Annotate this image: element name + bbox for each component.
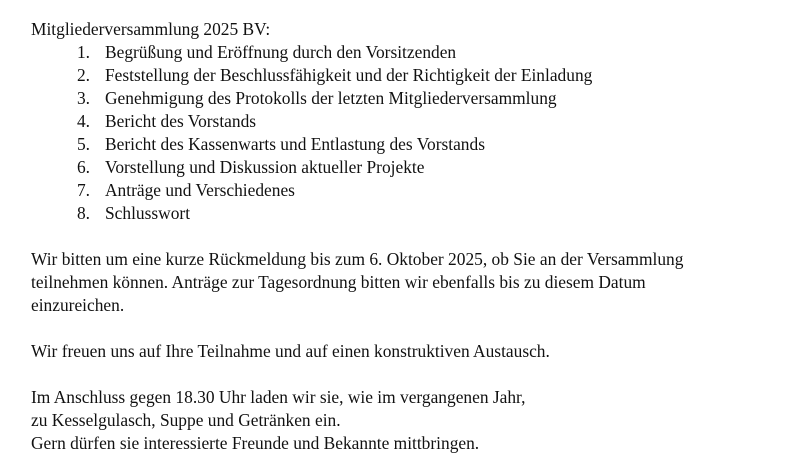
- agenda-item: [31, 64, 791, 87]
- paragraph-spacer: [31, 225, 791, 248]
- agenda-item: [31, 179, 791, 202]
- agenda-item-text: Vorstellung und Diskussion aktueller Projekte: [105, 157, 425, 177]
- agenda-item-number: 4.: [76, 111, 90, 131]
- invite-paragraph: [31, 386, 791, 455]
- document-heading: Mitgliederversammlung 2025 BV:: [31, 19, 271, 39]
- agenda-item-text: Feststellung der Beschlussfähigkeit und der Richtigkeit der Einladung: [105, 65, 593, 85]
- paragraph-line: Im Anschluss gegen 18.30 Uhr laden wir sie, wie im vergangenen Jahr,: [31, 387, 526, 407]
- agenda-item-number: 6.: [76, 157, 90, 177]
- agenda-item-text: Begrüßung und Eröffnung durch den Vorsitzenden: [105, 42, 457, 62]
- agenda-list: [31, 41, 791, 225]
- agenda-item-number: 3.: [76, 88, 90, 108]
- agenda-item: [31, 110, 791, 133]
- paragraph-line: zu Kesselgulasch, Suppe und Getränken ein.: [31, 410, 341, 430]
- agenda-item-text: Anträge und Verschiedenes: [105, 180, 295, 200]
- agenda-item: [31, 202, 791, 225]
- paragraph-spacer: [31, 363, 791, 386]
- agenda-item-number: 2.: [76, 65, 90, 85]
- paragraph-line: teilnehmen können. Anträge zur Tagesordnung bitten wir ebenfalls bis zu diesem Datum: [31, 272, 646, 292]
- agenda-item-number: 7.: [76, 180, 90, 200]
- agenda-item: [31, 156, 791, 179]
- agenda-item-text: Schlusswort: [105, 203, 191, 223]
- agenda-item-number: 5.: [76, 134, 90, 154]
- agenda-item: [31, 133, 791, 156]
- paragraph-line: Wir bitten um eine kurze Rückmeldung bis zum 6. Oktober 2025, ob Sie an der Versammlung: [31, 249, 684, 269]
- agenda-item-text: Genehmigung des Protokolls der letzten Mitgliederversammlung: [105, 88, 557, 108]
- agenda-item-number: 1.: [76, 42, 90, 62]
- welcome-paragraph: [31, 340, 791, 363]
- agenda-item-text: Bericht des Kassenwarts und Entlastung des Vorstands: [105, 134, 485, 154]
- document-body: [31, 18, 791, 455]
- agenda-item: [31, 87, 791, 110]
- paragraph-spacer: [31, 317, 791, 340]
- paragraph-line: einzureichen.: [31, 295, 125, 315]
- paragraph-line: Gern dürfen sie interessierte Freunde und Bekannte mittbringen.: [31, 433, 480, 453]
- paragraph-line: Wir freuen uns auf Ihre Teilnahme und auf einen konstruktiven Austausch.: [31, 341, 550, 361]
- agenda-item-number: 8.: [76, 203, 90, 223]
- rsvp-paragraph: [31, 248, 791, 317]
- agenda-item: [31, 41, 791, 64]
- agenda-item-text: Bericht des Vorstands: [105, 111, 257, 131]
